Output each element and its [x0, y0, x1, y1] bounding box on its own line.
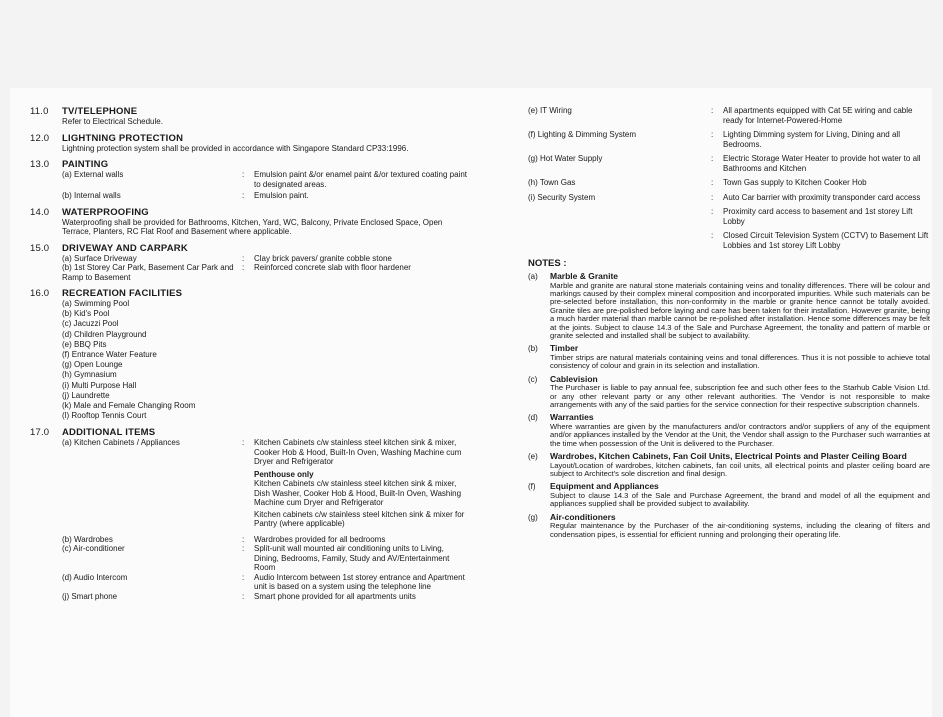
spec-row: (f) Lighting & Dimming System : Lighting Dimming system for Living, Dining and all Bedrooms.: [528, 130, 930, 149]
section-number: 17.0: [30, 427, 50, 439]
section-text: Refer to Electrical Schedule.: [62, 117, 163, 126]
spec-row: (d) Audio Intercom : Audio Intercom between 1st storey entrance and Apartment unit is based on a system using the telephone line: [62, 573, 470, 592]
section-title: TV/TELEPHONE: [62, 106, 138, 117]
list-item: (i) Multi Purpose Hall: [62, 380, 137, 390]
section-title: PAINTING: [62, 159, 109, 170]
section-tv: [30, 106, 470, 127]
row-label: (j) Smart phone: [62, 591, 118, 601]
section-driveway: [30, 243, 470, 283]
section-title: RECREATION FACILITIES: [62, 288, 183, 299]
spec-row: (i) Security System : Auto Car barrier with proximity transponder card access: [528, 193, 930, 203]
spec-row: (e) IT Wiring : All apartments equipped with Cat 5E wiring and cable ready for Internet-Powered-Home: [528, 106, 930, 125]
spec-row: (j) Smart phone : Smart phone provided for all apartments units: [62, 592, 470, 602]
list-item: (e) BBQ Pits: [62, 339, 107, 349]
row-label: (d) Audio Intercom: [62, 572, 128, 582]
note-text: Regular maintenance by the Purchaser of the air-conditioning systems, including the clearing of filters and condensation pipes, is essential for efficient running and prolonging their operating life.: [550, 521, 930, 539]
notes-heading: NOTES :: [528, 258, 567, 269]
spec-row: (b) Internal walls : Emulsion paint.: [62, 191, 470, 201]
row-label: (a) External walls: [62, 170, 124, 179]
row-label: [528, 207, 711, 226]
spec-row: (c) Air-conditioner : Split-unit wall mounted air conditioning units to Living, Dining, Bedrooms, Family, Study and AV/Entertainment Room: [62, 544, 470, 573]
row-value: Town Gas supply to Kitchen Cooker Hob: [723, 178, 867, 187]
note-letter: (b): [528, 344, 538, 354]
row-label: (i) Security System: [528, 192, 596, 202]
spec-row: : Closed Circuit Television System (CCTV) to Basement Lift Lobbies and 1st storey Lift Lobby: [528, 231, 930, 250]
penthouse-value: Kitchen cabinets c/w stainless steel kitchen sink & mixer for Pantry (where applicable): [254, 509, 465, 529]
list-item: (l) Rooftop Tennis Court: [62, 411, 147, 421]
section-number: 15.0: [30, 242, 50, 254]
row-value: Smart phone provided for all apartments units: [254, 591, 416, 601]
section-lightning: [30, 133, 470, 154]
note-letter: (a): [528, 272, 538, 281]
section-number: 11.0: [30, 106, 49, 117]
list-item: (c) Jacuzzi Pool: [62, 319, 119, 329]
list-item: (a) Swimming Pool: [62, 299, 130, 308]
row-label: (e) IT Wiring: [528, 106, 572, 115]
row-label: (a) Surface Driveway: [62, 253, 137, 263]
left-column: [30, 106, 470, 607]
row-label: (h) Town Gas: [528, 178, 576, 187]
list-item: (b) Kid's Pool: [62, 309, 110, 319]
section-waterproofing: [30, 207, 470, 237]
note-letter: (d): [528, 413, 538, 423]
note-letter: (f): [528, 482, 536, 492]
section-additional: [30, 427, 470, 601]
row-value: Clay brick pavers/ granite cobble stone: [254, 253, 392, 263]
section-number: 13.0: [30, 159, 50, 170]
row-label: [528, 231, 711, 250]
section-number: 16.0: [30, 288, 50, 299]
section-title: LIGHTNING PROTECTION: [62, 132, 184, 144]
row-value: Auto Car barrier with proximity transponder card access: [723, 192, 921, 202]
penthouse-value: Kitchen Cabinets c/w stainless steel kitchen sink & mixer, Dish Washer, Cooker Hob & Hood, Built-In Oven, Washing Machine cum Dryer and Refrigerator: [254, 479, 462, 508]
note-text: Subject to clause 14.3 of the Sale and Purchase Agreement, the brand and model of all the equipment and appliances supplied shall be provided subject to availability.: [550, 490, 930, 509]
row-value: All apartments equipped with Cat 5E wiring and cable ready for Internet-Powered-Home: [723, 106, 913, 125]
row-value: Split-unit wall mounted air conditioning units to Living, Dining, Bedrooms, Family, Study and AV/Entertainment Room: [254, 544, 450, 573]
section-recreation: [30, 288, 470, 421]
row-label: (c) Air-conditioner: [62, 544, 125, 554]
row-label: (b) Wardrobes: [62, 534, 113, 544]
row-value: Emulsion paint &/or enamel paint &/or textured coating paint to designated areas.: [254, 170, 468, 189]
row-value: Reinforced concrete slab with floor hardener: [254, 263, 411, 272]
note-text: The Purchaser is liable to pay annual fee, subscription fee and such other fees to the Starhub Cable Vision Ltd. or any other relevant party or any other relevant authorities. The Vendor is not responsible to make arrangements with any of the said parties for the service connection for their respective subscription channels.: [550, 383, 930, 409]
row-label: (b) Internal walls: [62, 191, 121, 200]
spec-row: (b) Wardrobes : Wardrobes provided for all bedrooms: [62, 535, 470, 545]
note-title: Equipment and Appliances: [550, 481, 659, 492]
section-title: WATERPROOFING: [62, 206, 149, 218]
row-value: Audio Intercom between 1st storey entrance and Apartment unit is based on a system using the telephone line: [254, 572, 465, 592]
note-text: Layout/Location of wardrobes, kitchen cabinets, fan coil units, all electrical points and plaster ceiling board are subject to Architect's sole discretion and final design.: [550, 460, 930, 478]
row-value: Proximity card access to basement and 1st storey Lift Lobby: [723, 207, 913, 226]
note-letter: (e): [528, 452, 538, 462]
note-item: [528, 482, 930, 508]
penthouse-title: Penthouse only: [254, 469, 314, 479]
row-value: Emulsion paint.: [254, 191, 309, 200]
row-label: (b) 1st Storey Car Park, Basement Car Park and Ramp to Basement: [62, 263, 234, 282]
spec-row: (b) 1st Storey Car Park, Basement Car Park and Ramp to Basement : Reinforced concrete slab with floor hardener: [62, 263, 470, 282]
spec-page: [10, 88, 932, 717]
section-text: Lightning protection system shall be provided in accordance with Singapore Standard CP33:1996.: [62, 143, 409, 153]
spec-row: (g) Hot Water Supply : Electric Storage Water Heater to provide hot water to all Bathrooms and Kitchen: [528, 154, 930, 173]
spec-row: (a) Surface Driveway : Clay brick pavers/ granite cobble stone: [62, 254, 470, 264]
note-item: [528, 413, 930, 448]
row-value: Wardrobes provided for all bedrooms: [254, 534, 386, 544]
note-title: Cablevision: [550, 373, 598, 384]
note-item: [528, 375, 930, 410]
note-letter: (c): [528, 374, 538, 384]
spec-row: (h) Town Gas : Town Gas supply to Kitchen Cooker Hob: [528, 178, 930, 188]
note-item: [528, 513, 930, 539]
list-item: (k) Male and Female Changing Room: [62, 401, 196, 411]
note-title: Air-conditioners: [550, 511, 616, 522]
row-value: Kitchen Cabinets c/w stainless steel kitchen sink & mixer, Cooker Hob & Hood, Built-In Oven, Washing Machine cum Dryer and Refrigerator: [254, 438, 462, 467]
note-title: Marble & Granite: [550, 271, 619, 281]
row-label: (f) Lighting & Dimming System: [528, 130, 637, 139]
list-item: (f) Entrance Water Feature: [62, 350, 157, 360]
note-item: [528, 272, 930, 340]
note-title: Wardrobes, Kitchen Cabinets, Fan Coil Units, Electrical Points and Plaster Ceiling Board: [550, 451, 907, 462]
row-value: Electric Storage Water Heater to provide hot water to all Bathrooms and Kitchen: [723, 154, 921, 173]
section-text: Waterproofing shall be provided for Bathrooms, Kitchen, Yard, WC, Balcony, Private Enclosed Space, Open Terrace, Planters, RC Flat Roof and Basement where applicable.: [62, 217, 443, 236]
note-text: Marble and granite are natural stone materials containing veins and tonality differences. There will be colour and markings caused by their complex mineral composition and incorporated impurities. While such materials can be pre-selected before installation, this non-conformity in the marble or granite hence cannot be totally avoided. Granite tiles are pre-polished before laying and care has been taken for their installation. However granite, being a much harder material than marble cannot be re-polished after installation. Hence some differences may be felt at the joints. Subject to clause 14.3 of the Sale and Purchase Agreement, the tonality and pattern of marble or granite selected and installed shall be subject to availability.: [550, 280, 930, 340]
note-text: Where warranties are given by the manufacturers and/or contractors and/or suppliers of any of the equipment and/or appliances installed by the Vendor at the Unit, the Vendor shall assign to the Purchaser such warranties at the time when possession of the Unit is delivered to the Purchaser.: [550, 421, 930, 448]
spec-row: : Proximity card access to basement and 1st storey Lift Lobby: [528, 207, 930, 226]
row-value: Closed Circuit Television System (CCTV) to Basement Lift Lobbies and 1st storey Lift Lobby: [723, 231, 929, 250]
section-number: 14.0: [30, 206, 50, 218]
row-label: (a) Kitchen Cabinets / Appliances: [62, 438, 180, 448]
note-item: [528, 344, 930, 370]
list-item: (h) Gymnasium: [62, 370, 117, 380]
row-label: (g) Hot Water Supply: [528, 154, 603, 163]
section-title: DRIVEWAY AND CARPARK: [62, 242, 188, 254]
list-item: (j) Laundrette: [62, 390, 110, 400]
section-number: 12.0: [30, 132, 50, 144]
note-title: Warranties: [550, 412, 594, 423]
list-item: (d) Children Playground: [62, 329, 147, 339]
list-item: (g) Open Lounge: [62, 360, 123, 370]
section-painting: [30, 159, 470, 201]
spec-row: (a) External walls : Emulsion paint &/or enamel paint &/or textured coating paint to designated areas.: [62, 170, 470, 189]
spec-row: (a) Kitchen Cabinets / Appliances : Kitchen Cabinets c/w stainless steel kitchen sink & mixer, Cooker Hob & Hood, Built-In Oven, Washing Machine cum Dryer and Refrigerator Penthouse only Kitchen Cabinets c/w stainless steel kitchen sink & mixer, Dish Washer, Cooker Hob & Hood, Built-In Oven, Washing Machine cum Dryer and Refrigerator Kitchen cabinets c/w stainless steel kitchen sink & mixer for Pantry (where applicable): [62, 438, 470, 529]
section-title: ADDITIONAL ITEMS: [62, 427, 156, 439]
row-value: Lighting Dimming system for Living, Dining and all Bedrooms.: [723, 130, 900, 149]
right-column: [528, 106, 930, 543]
note-item: [528, 452, 930, 478]
note-text: Timber strips are natural materials containing veins and tonal differences. Thus it is not possible to achieve total consistency of colour and grain in its selection and installation.: [550, 352, 930, 371]
note-letter: (g): [528, 512, 538, 522]
note-title: Timber: [550, 343, 579, 354]
